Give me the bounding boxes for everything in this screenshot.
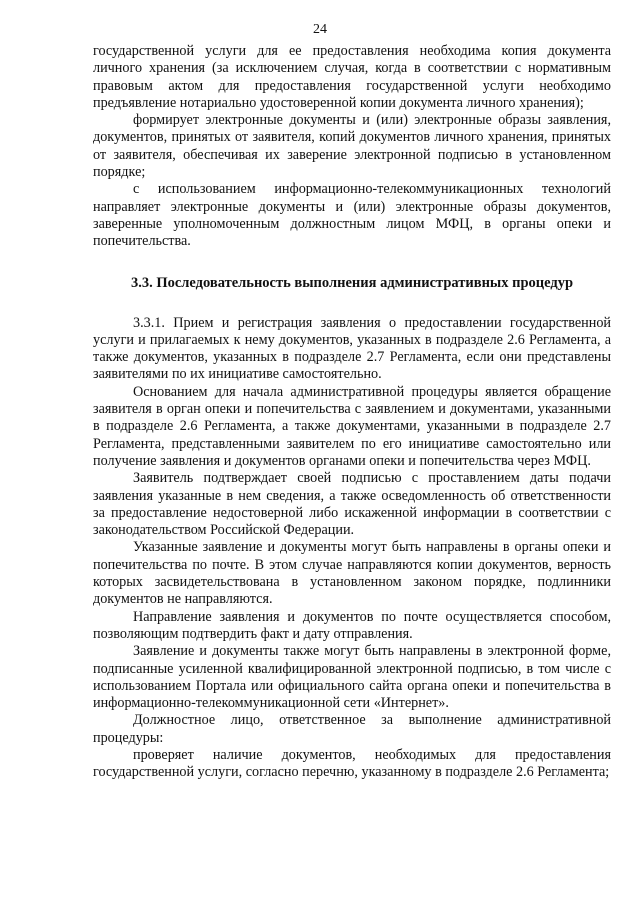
paragraph: государственной услуги для ее предоставления необходима копия документа личного хранения (за исключением случая, когда в соответствии с нормативным правовым актом для предоставления государственной услуги необходимо предъявление нотариально удостоверенной копии документа личного хранения); — [93, 43, 611, 111]
paragraph: проверяет наличие документов, необходимых для предоставления государственной услуги, согласно перечню, указанному в подразделе 2.6 Регламента; — [93, 746, 611, 781]
section-heading: 3.3. Последовательность выполнения административных процедур — [130, 274, 574, 291]
paragraph: 3.3.1. Прием и регистрация заявления о предоставлении государственной услуги и прилагаемых к нему документов, указанных в подразделе 2.6 Регламента, а также документов, указанных в подразделе 2.7 Регламента, если они представлены заявителями по их инициативе самостоятельно. — [93, 314, 611, 383]
paragraph: Направление заявления и документов по почте осуществляется способом, позволяющим подтвердить факт и дату отправления. — [93, 608, 611, 642]
paragraph: Заявитель подтверждает своей подписью с проставлением даты подачи заявления указанные в нем сведения, а также осведомленность об ответственности за предоставление недостоверной либо искаженной информации в соответствии с законодательством Российской Федерации. — [93, 470, 611, 539]
paragraph: Основанием для начала административной процедуры является обращение заявителя в орган опеки и попечительства с заявлением и документами, указанными в подразделе 2.6 Регламента, а также документами, указанными в подразделе 2.7 Регламента, представленными заявителем по его инициативе самостоятельно или получение заявления и документов органами опеки и попечительства через МФЦ. — [93, 383, 611, 469]
page-number: 24 — [313, 22, 327, 37]
paragraph: формирует электронные документы и (или) электронные образы заявления, документов, принятых от заявителя, копий документов личного хранения, принятых от заявителя, обеспечивая их заверение электронной подписью в установленном порядке; — [93, 112, 611, 181]
page-content — [93, 43, 611, 782]
paragraph: Должностное лицо, ответственное за выполнение административной процедуры: — [93, 712, 611, 746]
paragraph: Заявление и документы также могут быть направлены в электронной форме, подписанные усиленной квалифицированной электронной подписью, в том числе с использованием Портала или официального сайта органа опеки и попечительства в информационно-телекоммуникационной сети «Интернет». — [93, 643, 611, 712]
paragraph: с использованием информационно-телекоммуникационных технологий направляет электронные документы и (или) электронные образы документов, заверенные уполномоченным должностным лицом МФЦ, в органы опеки и попечительства. — [93, 181, 611, 250]
paragraph: Указанные заявление и документы могут быть направлены в органы опеки и попечительства по почте. В этом случае направляются копии документов, верность которых засвидетельствована в установленном законом порядке, подлинники документов не направляются. — [93, 539, 611, 608]
